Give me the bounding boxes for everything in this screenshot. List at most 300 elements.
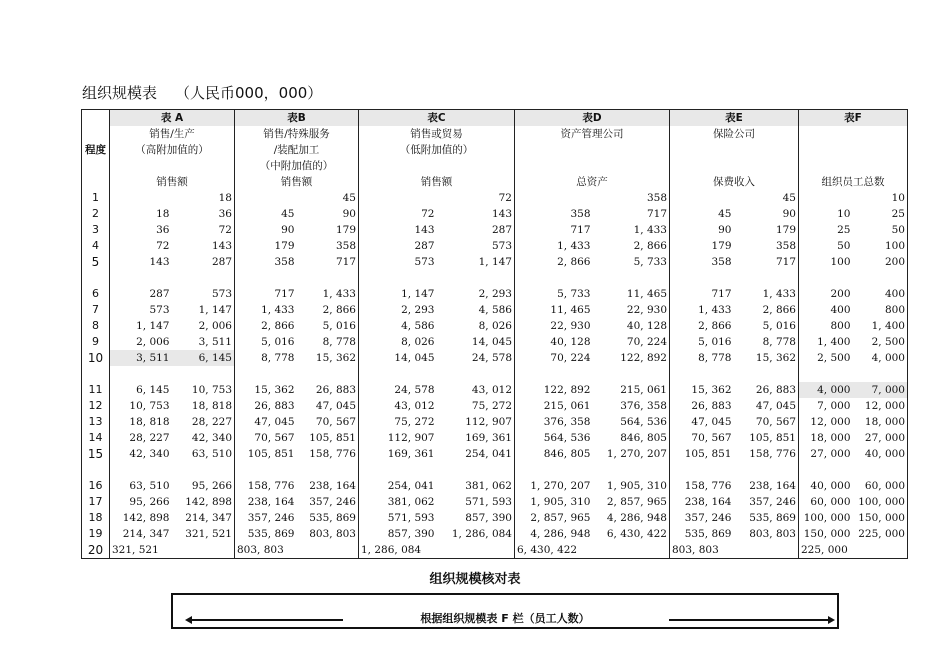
value-cell: 43, 012 <box>471 384 512 396</box>
value-cell: 376, 358 <box>620 400 667 412</box>
value-cell: 150, 000 <box>799 526 853 542</box>
metric-label-d: 总资产 <box>515 174 670 190</box>
value-cell: 90 <box>782 208 796 220</box>
table-row <box>82 542 908 559</box>
level-cell: 6 <box>92 287 99 300</box>
value-cell: 717 <box>335 256 356 268</box>
table-desc-d: 资产管理公司 <box>515 126 670 142</box>
value-cell: 717 <box>515 222 593 238</box>
value-cell: 287 <box>110 286 172 302</box>
level-cell: 4 <box>92 239 99 252</box>
value-cell: 1, 433 <box>633 224 667 236</box>
value-cell: 22, 930 <box>626 304 667 316</box>
value-cell: 90 <box>670 222 734 238</box>
value-cell: 25 <box>891 208 905 220</box>
value-cell: 6, 145 <box>172 350 235 366</box>
level-cell: 13 <box>88 415 103 428</box>
level-cell: 8 <box>92 319 99 332</box>
value-cell: 225, 000 <box>858 528 905 540</box>
value-cell: 4, 000 <box>871 352 905 364</box>
value-cell: 179 <box>235 238 297 254</box>
level-cell: 10 <box>87 351 104 365</box>
table-row <box>82 302 908 318</box>
value-cell: 803, 803 <box>670 542 734 559</box>
spacer-cell <box>799 270 908 286</box>
value-cell: 10 <box>891 192 905 204</box>
value-cell: 2, 866 <box>762 304 796 316</box>
table-row <box>82 254 908 270</box>
value-cell: 1, 147 <box>110 318 172 334</box>
value-cell: 12, 000 <box>864 400 905 412</box>
table-desc-c: 销售或贸易 <box>359 126 515 142</box>
value-cell: 358 <box>235 254 297 270</box>
value-cell: 122, 892 <box>620 352 667 364</box>
value-cell: 42, 340 <box>191 432 232 444</box>
value-cell: 2, 866 <box>322 304 356 316</box>
spacer-cell <box>515 366 670 382</box>
value-cell: 15, 362 <box>755 352 796 364</box>
value-cell <box>670 190 734 206</box>
value-cell: 225, 000 <box>799 542 853 559</box>
value-cell: 2, 866 <box>670 318 734 334</box>
header-desc-row <box>82 126 908 142</box>
level-cell: 2 <box>92 207 99 220</box>
value-cell <box>235 190 297 206</box>
value-cell: 1, 286, 084 <box>451 528 512 540</box>
value-cell: 10 <box>799 206 853 222</box>
value-cell <box>172 542 235 559</box>
value-cell: 2, 500 <box>799 350 853 366</box>
value-cell: 26, 883 <box>315 384 356 396</box>
spacer-cell <box>515 462 670 478</box>
table-row <box>82 334 908 350</box>
value-cell: 4, 586 <box>359 318 437 334</box>
table-label-d: 表D <box>515 110 670 127</box>
spacer-cell <box>515 270 670 286</box>
value-cell: 36 <box>218 208 232 220</box>
value-cell: 200 <box>884 256 905 268</box>
value-cell: 70, 567 <box>670 430 734 446</box>
value-cell: 1, 400 <box>871 320 905 332</box>
table-desc-b: （中附加值的） <box>235 158 359 174</box>
spacer-row <box>82 462 908 478</box>
value-cell: 90 <box>235 222 297 238</box>
value-cell: 100 <box>799 254 853 270</box>
value-cell: 2, 293 <box>478 288 512 300</box>
value-cell: 573 <box>491 240 512 252</box>
value-cell: 3, 511 <box>198 336 232 348</box>
spacer-cell <box>110 462 235 478</box>
value-cell: 1, 905, 310 <box>606 480 667 492</box>
value-cell: 535, 869 <box>235 526 297 542</box>
value-cell: 179 <box>775 224 796 236</box>
value-cell: 22, 930 <box>515 318 593 334</box>
value-cell: 803, 803 <box>235 542 297 559</box>
level-cell: 17 <box>88 495 103 508</box>
value-cell: 45 <box>342 192 356 204</box>
level-cell: 12 <box>88 399 103 412</box>
value-cell: 18, 000 <box>799 430 853 446</box>
value-cell: 50 <box>891 224 905 236</box>
header-metric-row <box>82 174 908 190</box>
value-cell: 72 <box>498 192 512 204</box>
title-main: 组织规模表 <box>82 84 158 102</box>
value-cell: 112, 907 <box>359 430 437 446</box>
value-cell: 800 <box>884 304 905 316</box>
value-cell <box>359 190 437 206</box>
value-cell: 803, 803 <box>309 528 356 540</box>
table-row <box>82 414 908 430</box>
table-desc-d <box>515 142 670 158</box>
value-cell: 142, 898 <box>185 496 232 508</box>
value-cell: 357, 246 <box>309 496 356 508</box>
value-cell: 70, 567 <box>315 416 356 428</box>
value-cell: 717 <box>646 208 667 220</box>
table-row <box>82 286 908 302</box>
value-cell: 40, 128 <box>515 334 593 350</box>
value-cell: 3, 511 <box>110 350 172 366</box>
spacer-cell <box>82 270 110 286</box>
level-cell: 14 <box>88 431 103 444</box>
value-cell: 158, 776 <box>309 448 356 460</box>
value-cell: 70, 224 <box>515 350 593 366</box>
spacer-cell <box>670 366 799 382</box>
value-cell: 1, 433 <box>670 302 734 318</box>
value-cell: 18, 818 <box>110 414 172 430</box>
value-cell: 400 <box>799 302 853 318</box>
value-cell: 5, 016 <box>762 320 796 332</box>
table-label-e: 表E <box>670 110 799 127</box>
value-cell: 2, 857, 965 <box>606 496 667 508</box>
level-cell: 7 <box>92 303 99 316</box>
level-cell: 1 <box>92 191 99 204</box>
table-row <box>82 446 908 462</box>
table-label-c: 表C <box>359 110 515 127</box>
value-cell: 535, 869 <box>670 526 734 542</box>
value-cell: 122, 892 <box>515 382 593 398</box>
value-cell: 60, 000 <box>799 494 853 510</box>
value-cell: 100, 000 <box>799 510 853 526</box>
value-cell: 158, 776 <box>670 478 734 494</box>
value-cell: 143 <box>491 208 512 220</box>
value-cell: 143 <box>359 222 437 238</box>
value-cell: 26, 883 <box>235 398 297 414</box>
spacer-cell <box>110 366 235 382</box>
value-cell: 846, 805 <box>515 446 593 462</box>
value-cell: 573 <box>110 302 172 318</box>
value-cell: 1, 147 <box>478 256 512 268</box>
spacer-cell <box>235 270 359 286</box>
value-cell: 1, 433 <box>515 238 593 254</box>
value-cell: 50 <box>799 238 853 254</box>
value-cell: 5, 733 <box>633 256 667 268</box>
value-cell: 5, 016 <box>235 334 297 350</box>
value-cell: 214, 347 <box>185 512 232 524</box>
value-cell: 571, 593 <box>465 496 512 508</box>
value-cell: 321, 521 <box>110 542 172 559</box>
value-cell: 75, 272 <box>359 414 437 430</box>
spacer-cell <box>110 270 235 286</box>
header-desc-row <box>82 142 908 158</box>
value-cell: 27, 000 <box>799 446 853 462</box>
value-cell: 2, 293 <box>359 302 437 318</box>
table-desc-c: （低附加值的） <box>359 142 515 158</box>
value-cell: 2, 866 <box>235 318 297 334</box>
value-cell: 63, 510 <box>110 478 172 494</box>
value-cell: 6, 430, 422 <box>606 528 667 540</box>
value-cell: 857, 390 <box>465 512 512 524</box>
value-cell: 169, 361 <box>465 432 512 444</box>
value-cell: 287 <box>359 238 437 254</box>
value-cell: 15, 362 <box>670 382 734 398</box>
title-unit: （人民币000，000） <box>175 84 323 102</box>
spacer-cell <box>235 462 359 478</box>
table-desc-f <box>799 126 908 142</box>
value-cell <box>853 542 908 559</box>
value-cell: 2, 006 <box>198 320 232 332</box>
value-cell: 564, 536 <box>620 416 667 428</box>
value-cell: 18 <box>218 192 232 204</box>
value-cell: 12, 000 <box>799 414 853 430</box>
value-cell: 36 <box>110 222 172 238</box>
value-cell: 143 <box>211 240 232 252</box>
value-cell: 215, 061 <box>515 398 593 414</box>
value-cell: 1, 270, 207 <box>606 448 667 460</box>
value-cell: 26, 883 <box>755 384 796 396</box>
table-desc-d <box>515 158 670 174</box>
value-cell: 200 <box>799 286 853 302</box>
value-cell: 179 <box>335 224 356 236</box>
value-cell: 357, 246 <box>235 510 297 526</box>
value-cell: 803, 803 <box>749 528 796 540</box>
value-cell: 47, 045 <box>315 400 356 412</box>
value-cell: 179 <box>670 238 734 254</box>
value-cell: 100 <box>884 240 905 252</box>
value-cell: 70, 567 <box>755 416 796 428</box>
value-cell: 4, 000 <box>799 382 853 398</box>
value-cell <box>593 542 670 559</box>
value-cell: 42, 340 <box>110 446 172 462</box>
value-cell: 24, 578 <box>471 352 512 364</box>
value-cell: 238, 164 <box>670 494 734 510</box>
value-cell: 8, 778 <box>235 350 297 366</box>
spacer-row <box>82 270 908 286</box>
value-cell: 70, 567 <box>235 430 297 446</box>
value-cell: 846, 805 <box>620 432 667 444</box>
value-cell: 1, 147 <box>359 286 437 302</box>
value-cell: 1, 400 <box>799 334 853 350</box>
table-row <box>82 510 908 526</box>
value-cell: 8, 778 <box>762 336 796 348</box>
value-cell <box>799 190 853 206</box>
value-cell: 357, 246 <box>670 510 734 526</box>
value-cell: 8, 026 <box>478 320 512 332</box>
table-desc-b: 销售/特殊服务 <box>235 126 359 142</box>
value-cell: 143 <box>110 254 172 270</box>
value-cell: 1, 433 <box>235 302 297 318</box>
value-cell: 400 <box>884 288 905 300</box>
value-cell: 7, 000 <box>853 382 908 398</box>
value-cell: 254, 041 <box>359 478 437 494</box>
value-cell: 2, 006 <box>110 334 172 350</box>
table-desc-a: （高附加值的） <box>110 142 235 158</box>
spacer-cell <box>359 366 515 382</box>
table-desc-a <box>110 158 235 174</box>
table-desc-f <box>799 142 908 158</box>
value-cell: 7, 000 <box>799 398 853 414</box>
value-cell: 287 <box>491 224 512 236</box>
value-cell: 573 <box>211 288 232 300</box>
table-row <box>82 222 908 238</box>
value-cell: 60, 000 <box>864 480 905 492</box>
value-cell: 6, 145 <box>110 382 172 398</box>
value-cell: 18, 000 <box>864 416 905 428</box>
value-cell: 40, 000 <box>799 478 853 494</box>
spacer-cell <box>82 462 110 478</box>
level-cell: 3 <box>92 223 99 236</box>
value-cell: 105, 851 <box>309 432 356 444</box>
value-cell: 24, 578 <box>359 382 437 398</box>
value-cell: 40, 000 <box>864 448 905 460</box>
value-cell: 45 <box>670 206 734 222</box>
value-cell: 800 <box>799 318 853 334</box>
table-row <box>82 430 908 446</box>
checklist-box-label: 根据组织规模表 F 栏（员工人数） <box>420 612 590 625</box>
value-cell: 28, 227 <box>110 430 172 446</box>
checklist-title: 组织规模核对表 <box>429 572 521 587</box>
value-cell: 1, 433 <box>322 288 356 300</box>
value-cell: 1, 270, 207 <box>515 478 593 494</box>
value-cell: 10, 753 <box>110 398 172 414</box>
metric-label-b: 销售额 <box>235 174 359 190</box>
value-cell: 2, 500 <box>871 336 905 348</box>
table-desc-a: 销售/生产 <box>110 126 235 142</box>
spacer-cell <box>799 462 908 478</box>
value-cell: 75, 272 <box>471 400 512 412</box>
value-cell: 1, 905, 310 <box>515 494 593 510</box>
value-cell: 357, 246 <box>749 496 796 508</box>
value-cell: 142, 898 <box>110 510 172 526</box>
value-cell: 535, 869 <box>309 512 356 524</box>
value-cell: 169, 361 <box>359 446 437 462</box>
value-cell: 717 <box>235 286 297 302</box>
value-cell: 238, 164 <box>749 480 796 492</box>
value-cell: 2, 866 <box>515 254 593 270</box>
value-cell: 100, 000 <box>858 496 905 508</box>
value-cell: 376, 358 <box>515 414 593 430</box>
value-cell: 358 <box>515 206 593 222</box>
value-cell: 254, 041 <box>465 448 512 460</box>
value-cell: 717 <box>670 286 734 302</box>
checklist-box <box>171 593 839 629</box>
value-cell: 717 <box>775 256 796 268</box>
table-desc-e: 保险公司 <box>670 126 799 142</box>
value-cell: 11, 465 <box>626 288 667 300</box>
header-desc-row <box>82 158 908 174</box>
table-label-a: 表 A <box>110 110 235 127</box>
value-cell: 857, 390 <box>359 526 437 542</box>
value-cell: 70, 224 <box>626 336 667 348</box>
table-row <box>82 238 908 254</box>
value-cell: 18, 818 <box>191 400 232 412</box>
table-row <box>82 318 908 334</box>
value-cell <box>734 542 799 559</box>
value-cell: 63, 510 <box>191 448 232 460</box>
table-row <box>82 382 908 398</box>
table-row <box>82 350 908 366</box>
value-cell: 95, 266 <box>191 480 232 492</box>
metric-label-c: 销售额 <box>359 174 515 190</box>
value-cell: 45 <box>235 206 297 222</box>
metric-label-f: 组织员工总数 <box>799 174 908 190</box>
metric-label-e: 保费收入 <box>670 174 799 190</box>
value-cell: 26, 883 <box>670 398 734 414</box>
table-desc-f <box>799 158 908 174</box>
value-cell: 14, 045 <box>471 336 512 348</box>
table-row <box>82 398 908 414</box>
value-cell: 381, 062 <box>465 480 512 492</box>
value-cell: 72 <box>218 224 232 236</box>
spacer-row <box>82 366 908 382</box>
document-title <box>82 82 322 103</box>
value-cell: 28, 227 <box>191 416 232 428</box>
level-cell: 5 <box>91 255 100 269</box>
spacer-cell <box>359 270 515 286</box>
value-cell: 47, 045 <box>235 414 297 430</box>
value-cell: 573 <box>359 254 437 270</box>
header-row <box>82 110 908 127</box>
value-cell: 381, 062 <box>359 494 437 510</box>
value-cell: 43, 012 <box>359 398 437 414</box>
value-cell: 47, 045 <box>670 414 734 430</box>
value-cell: 8, 778 <box>670 350 734 366</box>
level-header: 程度 <box>85 144 106 156</box>
value-cell: 564, 536 <box>515 430 593 446</box>
value-cell: 40, 128 <box>626 320 667 332</box>
value-cell: 4, 586 <box>478 304 512 316</box>
value-cell: 5, 733 <box>515 286 593 302</box>
value-cell: 571, 593 <box>359 510 437 526</box>
table-desc-b: /装配加工 <box>235 142 359 158</box>
spacer-cell <box>359 462 515 478</box>
value-cell: 105, 851 <box>670 446 734 462</box>
value-cell: 8, 778 <box>322 336 356 348</box>
value-cell: 105, 851 <box>749 432 796 444</box>
value-cell: 2, 857, 965 <box>515 510 593 526</box>
spacer-cell <box>82 366 110 382</box>
value-cell: 5, 016 <box>670 334 734 350</box>
value-cell: 214, 347 <box>110 526 172 542</box>
value-cell: 1, 286, 084 <box>359 542 437 559</box>
value-cell: 8, 026 <box>359 334 437 350</box>
table-row <box>82 494 908 510</box>
value-cell: 358 <box>670 254 734 270</box>
value-cell: 535, 869 <box>749 512 796 524</box>
value-cell: 321, 521 <box>185 528 232 540</box>
value-cell: 112, 907 <box>465 416 512 428</box>
table-row <box>82 206 908 222</box>
value-cell: 1, 433 <box>762 288 796 300</box>
value-cell: 25 <box>799 222 853 238</box>
table-row <box>82 478 908 494</box>
value-cell: 4, 286, 948 <box>606 512 667 524</box>
value-cell: 215, 061 <box>620 384 667 396</box>
value-cell: 6, 430, 422 <box>515 542 593 559</box>
level-cell: 11 <box>88 383 103 396</box>
spacer-cell <box>799 366 908 382</box>
value-cell: 90 <box>342 208 356 220</box>
value-cell: 15, 362 <box>235 382 297 398</box>
